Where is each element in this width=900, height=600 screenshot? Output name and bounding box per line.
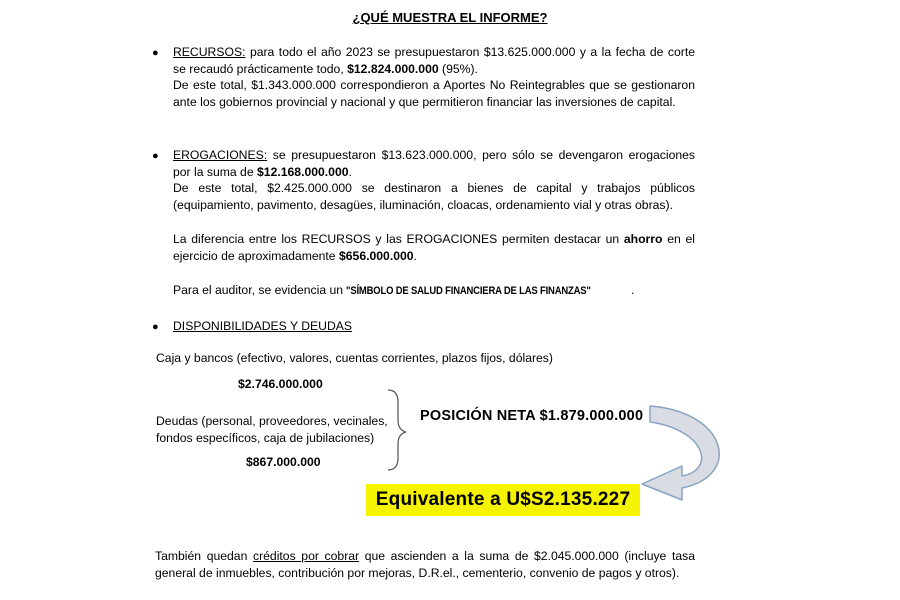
right-curly-brace-icon: [388, 390, 406, 470]
deudas-description: Deudas (personal, proveedores, vecinales, fondos específicos, caja de jubilaciones): [156, 414, 388, 445]
curved-arrow-icon: [642, 406, 719, 500]
erogaciones-paragraph: EROGACIONES: se presupuestaron $13.623.000.000, pero sólo se devengaron erogaciones por la suma de $12.168.000.000. De este total, $2.425.000.000 se destinaron a bienes de capital y trabajos públicos (equipamiento, pavimento, desagües, iluminación, cloacas, ordenamiento vial y otras obras).: [173, 148, 695, 212]
deudas-amount: $867.000.000: [246, 455, 321, 469]
disponibilidades-heading: DISPONIBILIDADES Y DEUDAS: [173, 319, 353, 333]
document-title: ¿QUÉ MUESTRA EL INFORME?: [352, 10, 548, 25]
auditor-quote: "SÍMBOLO DE SALUD FINANCIERA DE LAS FINANZAS": [346, 285, 592, 297]
recursos-label: RECURSOS:: [173, 45, 246, 59]
recursos-detail: De este total, $1.343.000.000 correspondieron a Aportes No Reintegrables que se gestionaron ante los gobiernos provincial y nacional y que permitieron financiar las inversiones de capital.: [173, 78, 695, 109]
bullet-disponibilidades-icon: ●: [152, 321, 159, 333]
erogaciones-label: EROGACIONES:: [173, 148, 268, 162]
recursos-paragraph: RECURSOS: para todo el año 2023 se presupuestaron $13.625.000.000 y a la fecha de corte se recaudó prácticamente todo, $12.824.000.000 (95%). De este total, $1.343.000.000 correspondieron a Aportes No Reintegrables que se gestionaron ante los gobiernos provincial y nacional y que permitieron financiar las inversiones de capital.: [173, 45, 695, 109]
erogaciones-amount: $12.168.000.000: [257, 164, 349, 179]
caja-description: Caja y bancos (efectivo, valores, cuentas corrientes, plazos fijos, dólares): [156, 351, 553, 365]
posicion-neta: POSICIÓN NETA $1.879.000.000: [420, 408, 644, 424]
ahorro-paragraph: La diferencia entre los RECURSOS y las EROGACIONES permiten destacar un ahorro en el ejercicio de aproximadamente $656.000.000.: [173, 232, 695, 263]
bullet-erogaciones-icon: ●: [152, 150, 159, 162]
erogaciones-detail: De este total, $2.425.000.000 se destinaron a bienes de capital y trabajos públicos (equipamiento, pavimento, desagües, iluminación, cloacas, ordenamiento vial y otras obras).: [173, 181, 695, 212]
bullet-recursos-icon: ●: [152, 47, 159, 59]
ahorro-word: ahorro: [623, 232, 663, 246]
auditor-paragraph: Para el auditor, se evidencia un "SÍMBOLO DE SALUD FINANCIERA DE LAS FINANZAS" .: [173, 282, 695, 300]
creditos-paragraph: También quedan créditos por cobrar que ascienden a la suma de $2.045.000.000 (incluye tasa general de inmuebles, contribución por mejoras, D.R.el., cementerio, convenio de pagos y otros).: [155, 549, 696, 580]
recursos-amount: $12.824.000.000: [347, 61, 439, 76]
ahorro-amount: $656.000.000: [338, 248, 414, 263]
equivalente-highlight: Equivalente a U$S2.135.227: [366, 484, 640, 516]
creditos-link: créditos por cobrar: [253, 549, 360, 563]
caja-amount: $2.746.000.000: [238, 377, 323, 391]
